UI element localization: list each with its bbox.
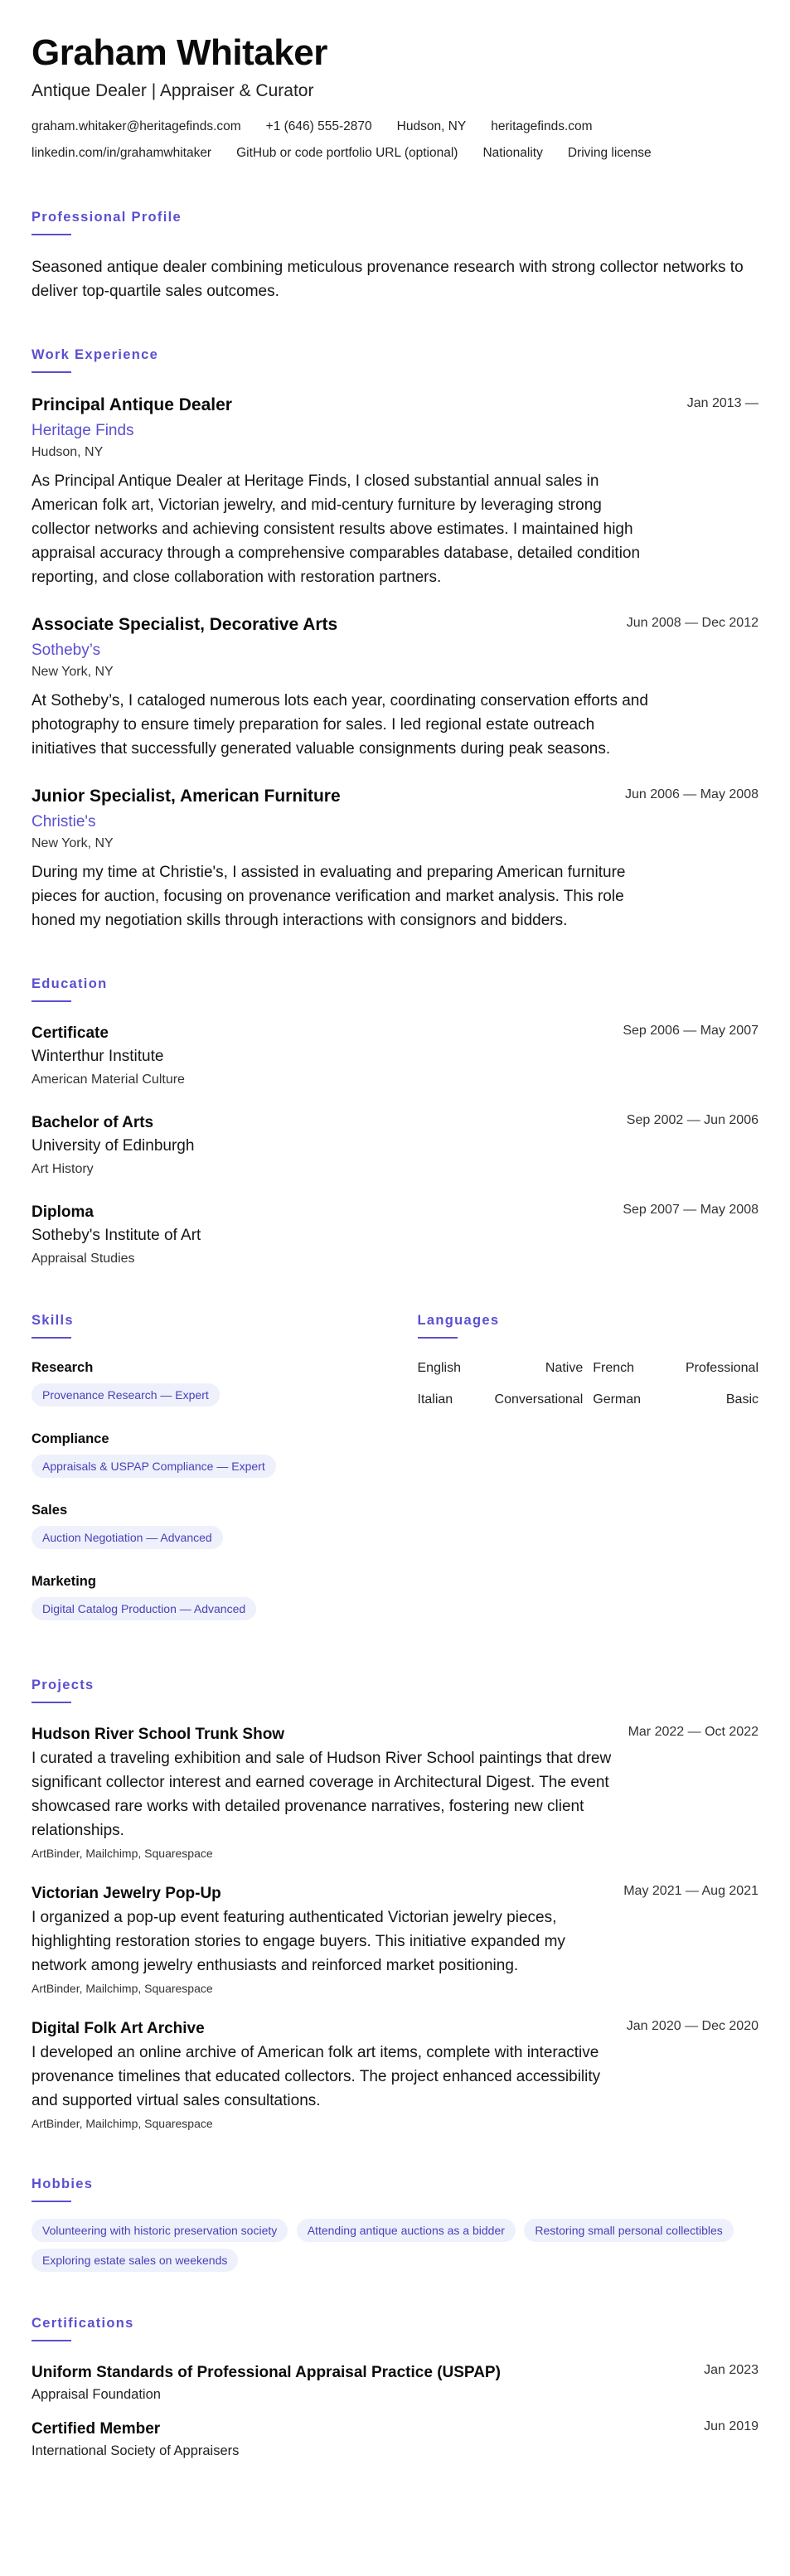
skill-chip: Provenance Research — Expert bbox=[32, 1383, 220, 1407]
section-divider bbox=[32, 1000, 71, 1002]
job-title: Junior Specialist, American Furniture bbox=[32, 787, 341, 806]
degree: Diploma bbox=[32, 1203, 94, 1221]
project-dates: May 2021 — Aug 2021 bbox=[623, 1884, 758, 1898]
project-entry bbox=[32, 2017, 758, 2133]
certification-date: Jan 2023 bbox=[704, 2363, 758, 2377]
contact-website[interactable]: heritagefinds.com bbox=[491, 119, 593, 133]
language-item bbox=[593, 1358, 758, 1378]
job-location: Hudson, NY bbox=[32, 445, 104, 459]
skill-group bbox=[32, 1572, 373, 1627]
languages-section bbox=[418, 1312, 759, 1644]
job-description: During my time at Christie's, I assisted in evaluating and preparing American furniture pieces for auction, focusing on provenance verification and market analysis. This role honed my negotiation skills through interactions with consignors and bidders. bbox=[32, 864, 626, 929]
language-name: English bbox=[417, 1361, 461, 1375]
skills-languages-row bbox=[32, 1312, 758, 1644]
certification-issuer: Appraisal Foundation bbox=[32, 2387, 161, 2402]
company-name: Heritage Finds bbox=[32, 422, 134, 439]
experience-entry bbox=[32, 784, 758, 932]
job-title: Principal Antique Dealer bbox=[32, 395, 232, 414]
certifications-section bbox=[32, 2315, 758, 2461]
project-description: I developed an online archive of American folk art items, complete with interactive provenance timelines that educated collectors. The project enhanced accessibility and supported virtual sales consultations. bbox=[32, 2044, 601, 2109]
section-divider bbox=[32, 1702, 71, 1703]
section-title: Professional Profile bbox=[32, 210, 182, 225]
school-name: Winterthur Institute bbox=[32, 1048, 164, 1065]
education-dates: Sep 2006 — May 2007 bbox=[623, 1024, 758, 1038]
certification-date: Jun 2019 bbox=[704, 2419, 758, 2433]
project-dates: Mar 2022 — Oct 2022 bbox=[628, 1725, 758, 1739]
section-title: Skills bbox=[32, 1313, 74, 1328]
language-item bbox=[418, 1358, 584, 1378]
contact-email[interactable]: graham.whitaker@heritagefinds.com bbox=[32, 119, 241, 133]
education-entry bbox=[32, 1111, 758, 1179]
skill-group bbox=[32, 1430, 373, 1484]
profile-summary: Seasoned antique dealer combining meticulous provenance research with strong collector networks to deliver top-quartile sales outcomes. bbox=[32, 259, 744, 300]
hobbies-section bbox=[32, 2176, 758, 2278]
skill-chip: Appraisals & USPAP Compliance — Expert bbox=[32, 1455, 276, 1478]
language-name: Italian bbox=[417, 1392, 453, 1407]
candidate-name: Graham Whitaker bbox=[32, 32, 327, 73]
section-divider bbox=[32, 371, 71, 373]
hobby-chip: Restoring small personal collectibles bbox=[524, 2219, 733, 2242]
contact-nationality: Nationality bbox=[482, 146, 543, 160]
skill-group bbox=[32, 1358, 373, 1413]
field-of-study: Art History bbox=[32, 1162, 94, 1176]
experience-section bbox=[32, 346, 758, 932]
resume-header bbox=[32, 31, 758, 162]
section-title: Education bbox=[32, 976, 108, 991]
project-entry bbox=[32, 1882, 758, 1997]
company-name: Christie's bbox=[32, 813, 96, 830]
certification-issuer: International Society of Appraisers bbox=[32, 2443, 240, 2458]
language-level: Professional bbox=[685, 1361, 758, 1375]
job-location: New York, NY bbox=[32, 665, 114, 679]
job-location: New York, NY bbox=[32, 836, 114, 850]
degree: Bachelor of Arts bbox=[32, 1114, 154, 1131]
experience-dates: Jun 2008 — Dec 2012 bbox=[626, 616, 758, 630]
contact-location: Hudson, NY bbox=[396, 119, 467, 133]
education-dates: Sep 2002 — Jun 2006 bbox=[626, 1113, 758, 1127]
school-name: University of Edinburgh bbox=[32, 1137, 195, 1155]
contact-list bbox=[32, 118, 758, 162]
section-divider bbox=[32, 2340, 71, 2341]
section-divider bbox=[32, 2201, 71, 2202]
education-dates: Sep 2007 — May 2008 bbox=[623, 1203, 758, 1217]
field-of-study: American Material Culture bbox=[32, 1073, 185, 1087]
project-description: I organized a pop-up event featuring authenticated Victorian jewelry pieces, highlighting restoration stories to engage buyers. This initiative expanded my network among jewelry enthusiasts and reinforced market positioning. bbox=[32, 1909, 565, 1974]
language-level: Native bbox=[545, 1361, 584, 1375]
skill-category: Compliance bbox=[32, 1431, 109, 1446]
skill-chip: Digital Catalog Production — Advanced bbox=[32, 1597, 256, 1620]
section-title: Work Experience bbox=[32, 347, 159, 362]
certification-name: Uniform Standards of Professional Appraisal Practice (USPAP) bbox=[32, 2364, 501, 2381]
experience-dates: Jun 2006 — May 2008 bbox=[625, 787, 758, 801]
job-description: As Principal Antique Dealer at Heritage Finds, I closed substantial annual sales in American folk art, Victorian jewelry, and mid-century furniture by leveraging strong collector networks and achieving consistent results above estimates. I maintained high appraisal accuracy through a comprehensive comparables database, detailed condition reporting, and close collaboration with restoration partners. bbox=[32, 472, 641, 586]
field-of-study: Appraisal Studies bbox=[32, 1252, 135, 1266]
education-entry bbox=[32, 1022, 758, 1090]
experience-dates: Jan 2013 — bbox=[686, 396, 758, 410]
project-tools: ArtBinder, Mailchimp, Squarespace bbox=[32, 1982, 213, 1995]
language-level: Conversational bbox=[494, 1392, 584, 1407]
experience-entry bbox=[32, 393, 758, 589]
hobby-chip: Exploring estate sales on weekends bbox=[32, 2249, 238, 2272]
section-divider bbox=[32, 1337, 71, 1339]
degree: Certificate bbox=[32, 1024, 109, 1042]
project-tools: ArtBinder, Mailchimp, Squarespace bbox=[32, 1847, 213, 1860]
section-divider bbox=[32, 234, 71, 235]
project-name: Digital Folk Art Archive bbox=[32, 2020, 205, 2037]
project-entry bbox=[32, 1723, 758, 1862]
project-tools: ArtBinder, Mailchimp, Squarespace bbox=[32, 2117, 213, 2130]
job-title: Associate Specialist, Decorative Arts bbox=[32, 615, 338, 634]
section-title: Hobbies bbox=[32, 2177, 94, 2191]
candidate-headline: Antique Dealer | Appraiser & Curator bbox=[32, 81, 314, 100]
contact-phone[interactable]: +1 (646) 555-2870 bbox=[265, 119, 372, 133]
section-divider bbox=[418, 1337, 458, 1339]
skill-group bbox=[32, 1501, 373, 1556]
language-level: Basic bbox=[725, 1392, 758, 1407]
section-title: Projects bbox=[32, 1678, 95, 1692]
experience-entry bbox=[32, 613, 758, 761]
education-section bbox=[32, 976, 758, 1269]
profile-section bbox=[32, 209, 758, 303]
school-name: Sotheby's Institute of Art bbox=[32, 1227, 201, 1244]
hobby-chip: Attending antique auctions as a bidder bbox=[297, 2219, 516, 2242]
language-name: German bbox=[593, 1392, 642, 1407]
company-name: Sotheby’s bbox=[32, 642, 101, 659]
skill-category: Research bbox=[32, 1360, 94, 1375]
certification-entry bbox=[32, 2418, 758, 2461]
projects-section bbox=[32, 1677, 758, 2133]
certification-entry bbox=[32, 2361, 758, 2404]
skills-section bbox=[32, 1312, 373, 1644]
section-title: Certifications bbox=[32, 2316, 134, 2331]
contact-driving-license: Driving license bbox=[567, 146, 652, 160]
project-name: Hudson River School Trunk Show bbox=[32, 1726, 285, 1743]
project-dates: Jan 2020 — Dec 2020 bbox=[626, 2019, 758, 2033]
project-name: Victorian Jewelry Pop-Up bbox=[32, 1885, 221, 1902]
project-description: I curated a traveling exhibition and sale of Hudson River School paintings that drew significant collector interest and earned coverage in Architectural Digest. The event showcased rare works with detailed provenance narratives, fostering new client relationships. bbox=[32, 1750, 612, 1839]
language-item bbox=[593, 1390, 758, 1410]
skill-category: Marketing bbox=[32, 1574, 96, 1589]
section-title: Languages bbox=[417, 1313, 500, 1328]
skill-chip: Auction Negotiation — Advanced bbox=[32, 1526, 223, 1549]
certification-name: Certified Member bbox=[32, 2420, 161, 2438]
languages-grid bbox=[418, 1358, 759, 1410]
job-description: At Sotheby’s, I cataloged numerous lots each year, coordinating conservation efforts and photography to ensure timely preparation for sales. I led regional estate outreach initiatives that successfully generated valuable consignments during peak seasons. bbox=[32, 692, 648, 758]
education-entry bbox=[32, 1201, 758, 1269]
contact-portfolio: GitHub or code portfolio URL (optional) bbox=[236, 146, 458, 160]
hobby-chip: Volunteering with historic preservation society bbox=[32, 2219, 288, 2242]
skill-category: Sales bbox=[32, 1503, 68, 1518]
contact-linkedin[interactable]: linkedin.com/in/grahamwhitaker bbox=[32, 146, 212, 160]
language-name: French bbox=[593, 1361, 635, 1375]
language-item bbox=[418, 1390, 584, 1410]
